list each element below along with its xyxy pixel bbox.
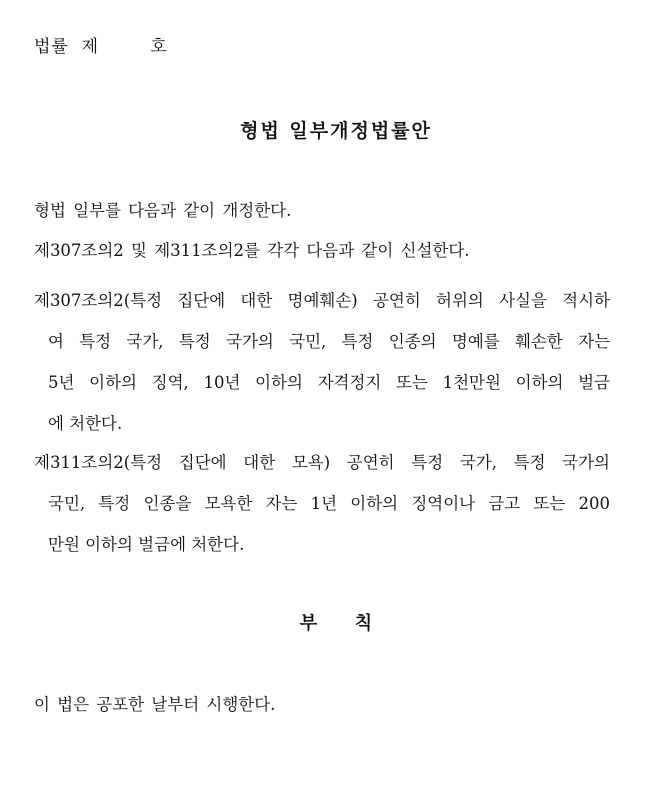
- article-line: 여 특정 국가, 특정 국가의 국민, 특정 인종의 명예를 훼손한 자는: [48, 332, 610, 351]
- bill-title: 형법 일부개정법률안: [240, 120, 432, 142]
- article-line: 5년 이하의 징역, 10년 이하의 자격정지 또는 1천만원 이하의 벌금: [48, 373, 610, 392]
- article-311-2: [34, 442, 610, 565]
- article-line: 국민, 특정 인종을 모욕한 자는 1년 이하의 징역이나 금고 또는 200: [48, 494, 610, 513]
- article-line: 만원 이하의 벌금에 처한다.: [48, 535, 245, 554]
- addendum-heading: 부 칙: [299, 613, 373, 634]
- intro-line-2: 제307조의2 및 제311조의2를 각각 다음과 같이 신설한다.: [34, 241, 470, 260]
- law-number-label: 법률 제 호: [34, 37, 168, 57]
- addendum-text: 이 법은 공포한 날부터 시행한다.: [34, 695, 276, 714]
- article-line: 에 처한다.: [48, 414, 123, 433]
- article-line: 제311조의2(특정 집단에 대한 모욕) 공연히 특정 국가, 특정 국가의: [34, 453, 610, 472]
- article-line: 제307조의2(특정 집단에 대한 명예훼손) 공연히 허위의 사실을 적시하: [34, 291, 610, 310]
- intro-line-1: 형법 일부를 다음과 같이 개정한다.: [34, 201, 292, 220]
- article-307-2: [34, 280, 610, 444]
